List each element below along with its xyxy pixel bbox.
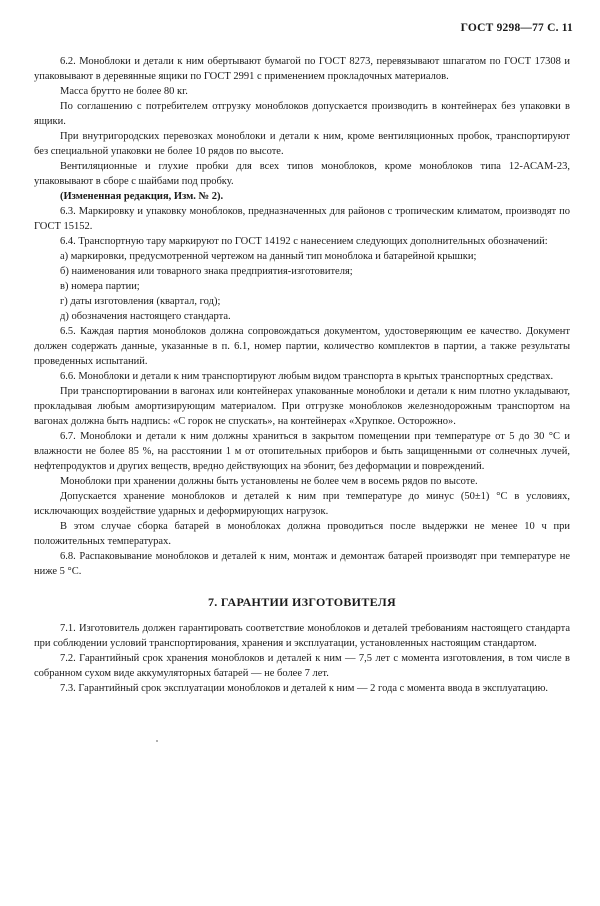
list-item: а) маркировки, предусмотренной чертежом на данный тип моноблока и батарейной крышки; bbox=[60, 251, 477, 262]
paragraph-storage-rows: Моноблоки при хранении должны быть установлены не более чем в восемь рядов по высоте. bbox=[60, 476, 478, 487]
paragraph-cold-storage: Допускается хранение моноблоков и деталей к ним при температуре до минус (50±1) °С в условиях, исключающих воздействие ударных и деформирующих нагрузок. bbox=[34, 491, 570, 517]
section-heading-guarantees: 7. ГАРАНТИИ ИЗГОТОВИТЕЛЯ bbox=[208, 595, 396, 609]
list-item: б) наименования или товарного знака предприятия-изготовителя; bbox=[60, 266, 353, 277]
list-item: г) даты изготовления (квартал, год); bbox=[60, 296, 221, 307]
paragraph-6-6: 6.6. Моноблоки и детали к ним транспортируют любым видом транспорта в крытых транспортных средствах. bbox=[60, 371, 554, 382]
document-body bbox=[34, 54, 570, 696]
paragraph-7-3: 7.3. Гарантийный срок эксплуатации моноблоков и деталей к ним — 2 года с момента ввода в эксплуатацию. bbox=[60, 683, 549, 694]
paragraph-assembly: В этом случае сборка батарей в моноблоках должна проводиться после выдержки не менее 10 ч при положительных температурах. bbox=[34, 521, 570, 547]
page-header: ГОСТ 9298—77 С. 11 bbox=[460, 22, 573, 34]
paragraph-6-2: 6.2. Моноблоки и детали к ним обертывают бумагой по ГОСТ 8273, перевязывают шпагатом по ГОСТ 17308 и упаковывают в деревянные ящики по ГОСТ 2991 с применением прокладочных материалов. bbox=[34, 56, 570, 82]
paragraph-6-8: 6.8. Распаковывание моноблоков и деталей к ним, монтаж и демонтаж батарей производят при температуре не ниже 5 °С. bbox=[34, 551, 570, 577]
scan-speck bbox=[156, 740, 158, 742]
paragraph-7-1: 7.1. Изготовитель должен гарантировать соответствие моноблоков и деталей требованиям настоящего стандарта при соблюдении условий транспортирования, хранения и эксплуатации, установленных настоящим стандартом. bbox=[34, 623, 570, 649]
paragraph-6-5: 6.5. Каждая партия моноблоков должна сопровождаться документом, удостоверяющим ее качество. Документ должен содержать данные, указанные в п. 6.1, номер партии, количество комплектов в партии, а также результаты проведенных испытаний. bbox=[34, 326, 570, 367]
list-item: д) обозначения настоящего стандарта. bbox=[60, 311, 231, 322]
paragraph-containers: По соглашению с потребителем отгрузку моноблоков допускается производить в контейнерах без упаковки в ящики. bbox=[34, 101, 570, 127]
marking-list bbox=[34, 249, 570, 324]
paragraph-mass: Масса брутто не более 80 кг. bbox=[60, 86, 188, 97]
paragraph-6-4: 6.4. Транспортную тару маркируют по ГОСТ 14192 с нанесением следующих дополнительных обозначений: bbox=[60, 236, 548, 247]
amendment-note: (Измененная редакция, Изм. № 2). bbox=[60, 191, 224, 202]
paragraph-rail-transport: При транспортировании в вагонах или контейнерах упакованные моноблоки и детали к ним плотно укладывают, прокладывая любым амортизирующим материалом. При отгрузке моноблоков железнодорожным транспортом на вагонах должна быть надпись: «С горок не спускать», на контейнерах «Хрупкое. Осторожно». bbox=[34, 386, 570, 427]
paragraph-6-7: 6.7. Моноблоки и детали к ним должны храниться в закрытом помещении при температуре от 5 до 30 °С и влажности не более 85 %, на расстоянии 1 м от отопительных приборов и быть защищенными от солнечных лучей, нефтепродуктов и других веществ, вредно действующих на эбонит, без деформации и повреждений. bbox=[34, 431, 570, 472]
paragraph-vent-plugs: Вентиляционные и глухие пробки для всех типов моноблоков, кроме моноблоков типа 12-АСАМ-23, упаковывают в сборе с шайбами под пробку. bbox=[34, 161, 570, 187]
list-item: в) номера партии; bbox=[60, 281, 140, 292]
paragraph-6-3: 6.3. Маркировку и упаковку моноблоков, предназначенных для районов с тропическим климатом, производят по ГОСТ 15152. bbox=[34, 206, 570, 232]
paragraph-7-2: 7.2. Гарантийный срок хранения моноблоков и деталей к ним — 7,5 лет с момента изготовления, в том числе в собранном сухом виде аккумуляторных батарей — не более 7 лет. bbox=[34, 653, 570, 679]
paragraph-city-transport: При внутригородских перевозках моноблоки и детали к ним, кроме вентиляционных пробок, транспортируют без специальной упаковки не более 10 рядов по высоте. bbox=[34, 131, 570, 157]
